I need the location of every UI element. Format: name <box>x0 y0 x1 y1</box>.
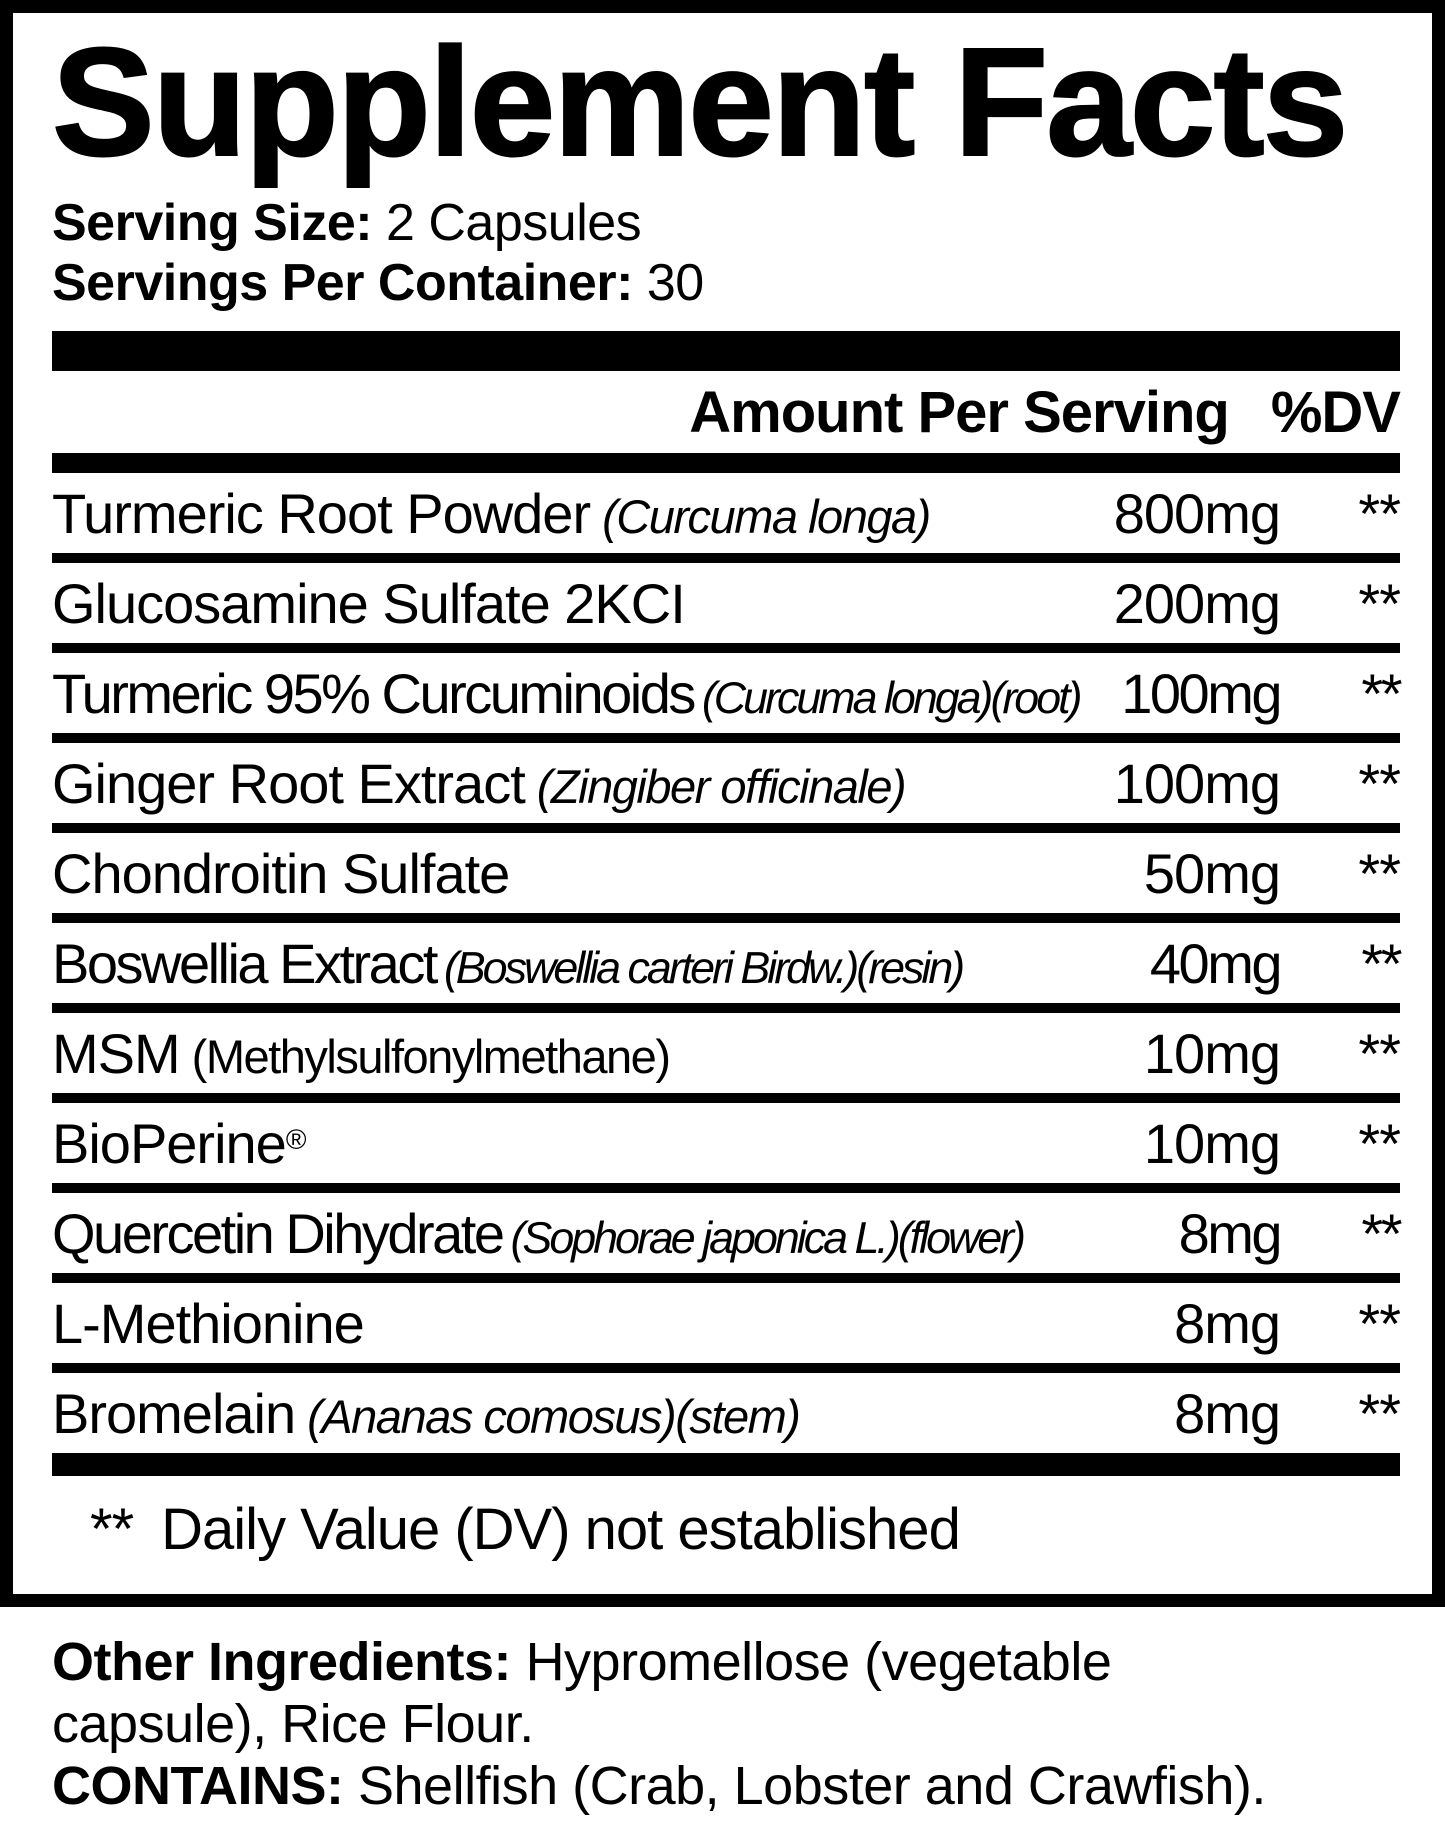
ingredient-amount: 10mg <box>1143 1111 1280 1175</box>
bottom-text-block <box>0 1631 1445 1817</box>
ingredient-amount: 10mg <box>1143 1021 1280 1085</box>
ingredient-name: Ginger Root Extract (Zingiber officinale) <box>52 751 906 815</box>
ingredient-dv: ** <box>1358 1021 1400 1085</box>
other-ingredients-value: Hypromellose (vegetable capsule), Rice Flour. <box>52 1632 1112 1754</box>
contains-value: Shellfish (Crab, Lobster and Crawfish). <box>358 1756 1266 1816</box>
ingredient-amount: 200mg <box>1113 571 1280 635</box>
contains-label: CONTAINS: <box>52 1756 344 1816</box>
ingredient-dv: ** <box>1361 931 1400 995</box>
divider-thick-top <box>52 331 1400 371</box>
servings-per-container-label: Servings Per Container: <box>52 254 633 312</box>
ingredient-amount: 40mg <box>1149 931 1280 995</box>
footnote-text: Daily Value (DV) not established <box>161 1496 960 1562</box>
row-separator <box>52 643 1400 653</box>
ingredient-amount: 50mg <box>1143 841 1280 905</box>
ingredient-name: Turmeric 95% Curcuminoids (Curcuma longa)(root) <box>52 661 1080 725</box>
dv-header: %DV <box>1270 379 1400 445</box>
ingredient-scientific-name: (Zingiber officinale) <box>536 759 906 813</box>
divider-under-header <box>52 453 1400 473</box>
ingredient-scientific-name: (Curcuma longa) <box>602 489 930 543</box>
ingredient-dv: ** <box>1358 841 1400 905</box>
ingredient-name: BioPerine® <box>52 1111 306 1175</box>
ingredient-dv: ** <box>1358 1381 1400 1445</box>
ingredient-dv: ** <box>1358 571 1400 635</box>
ingredient-row <box>52 833 1400 913</box>
registered-trademark-mark: ® <box>285 1123 306 1155</box>
ingredient-name: Quercetin Dihydrate (Sophorae japonica L.)(flower) <box>52 1201 1024 1265</box>
table-column-header <box>52 371 1400 453</box>
servings-per-container-line <box>52 253 1400 313</box>
ingredient-amount: 8mg <box>1174 1381 1280 1445</box>
ingredient-row <box>52 473 1400 553</box>
row-separator <box>52 1273 1400 1283</box>
serving-size-value: 2 Capsules <box>386 194 642 252</box>
contains-line <box>52 1755 1442 1817</box>
ingredient-name: Turmeric Root Powder (Curcuma longa) <box>52 481 930 545</box>
ingredient-row <box>52 563 1400 643</box>
ingredient-row <box>52 1193 1400 1273</box>
ingredient-name: L-Methionine <box>52 1291 364 1355</box>
ingredient-name: Bromelain (Ananas comosus)(stem) <box>52 1381 800 1445</box>
other-ingredients-label: Other Ingredients: <box>52 1632 512 1692</box>
ingredient-row <box>52 653 1400 733</box>
row-separator <box>52 1363 1400 1373</box>
ingredient-row <box>52 923 1400 1003</box>
ingredient-scientific-name: (Boswellia carteri Birdw.)(resin) <box>443 942 963 993</box>
ingredient-amount: 8mg <box>1174 1291 1280 1355</box>
ingredient-amount: 100mg <box>1121 661 1280 725</box>
row-separator <box>52 1183 1400 1193</box>
row-separator <box>52 1093 1400 1103</box>
daily-value-footnote <box>52 1476 1400 1582</box>
serving-size-line <box>52 193 1400 253</box>
ingredient-row <box>52 1373 1400 1453</box>
ingredient-amount: 100mg <box>1113 751 1280 815</box>
row-separator <box>52 1003 1400 1013</box>
ingredient-dv: ** <box>1361 1201 1400 1265</box>
amount-per-serving-header: Amount Per Serving <box>689 379 1229 445</box>
ingredient-dv: ** <box>1358 481 1400 545</box>
ingredient-dv: ** <box>1358 1111 1400 1175</box>
row-separator <box>52 913 1400 923</box>
ingredient-name: Boswellia Extract (Boswellia carteri Birdw.)(resin) <box>52 931 963 995</box>
ingredient-scientific-name: (Ananas comosus)(stem) <box>307 1389 800 1443</box>
ingredient-row <box>52 1103 1400 1183</box>
row-separator <box>52 553 1400 563</box>
ingredient-row <box>52 1283 1400 1363</box>
ingredient-dv: ** <box>1358 1291 1400 1355</box>
ingredient-amount: 8mg <box>1178 1201 1280 1265</box>
footnote-asterisks: ** <box>90 1496 134 1562</box>
ingredient-dv: ** <box>1361 661 1400 725</box>
ingredient-amount: 800mg <box>1113 481 1280 545</box>
ingredient-row <box>52 743 1400 823</box>
page-title: Supplement Facts <box>52 16 1347 188</box>
ingredient-name: Glucosamine Sulfate 2KCI <box>52 571 685 635</box>
ingredient-name: MSM (Methylsulfonylmethane) <box>52 1021 670 1085</box>
row-separator <box>52 823 1400 833</box>
serving-size-label: Serving Size: <box>52 194 373 252</box>
ingredient-rows <box>52 473 1400 1453</box>
ingredient-dv: ** <box>1358 751 1400 815</box>
ingredient-scientific-name: (Curcuma longa)(root) <box>701 672 1080 723</box>
servings-per-container-value: 30 <box>646 254 704 312</box>
ingredient-scientific-name: (Sophorae japonica L.)(flower) <box>510 1212 1024 1263</box>
divider-thick-bottom <box>52 1453 1400 1476</box>
other-ingredients-line <box>52 1631 1222 1755</box>
ingredient-scientific-name: (Methylsulfonylmethane) <box>191 1029 670 1083</box>
ingredient-row <box>52 1013 1400 1093</box>
ingredient-name: Chondroitin Sulfate <box>52 841 510 905</box>
row-separator <box>52 733 1400 743</box>
serving-info <box>52 193 1400 313</box>
